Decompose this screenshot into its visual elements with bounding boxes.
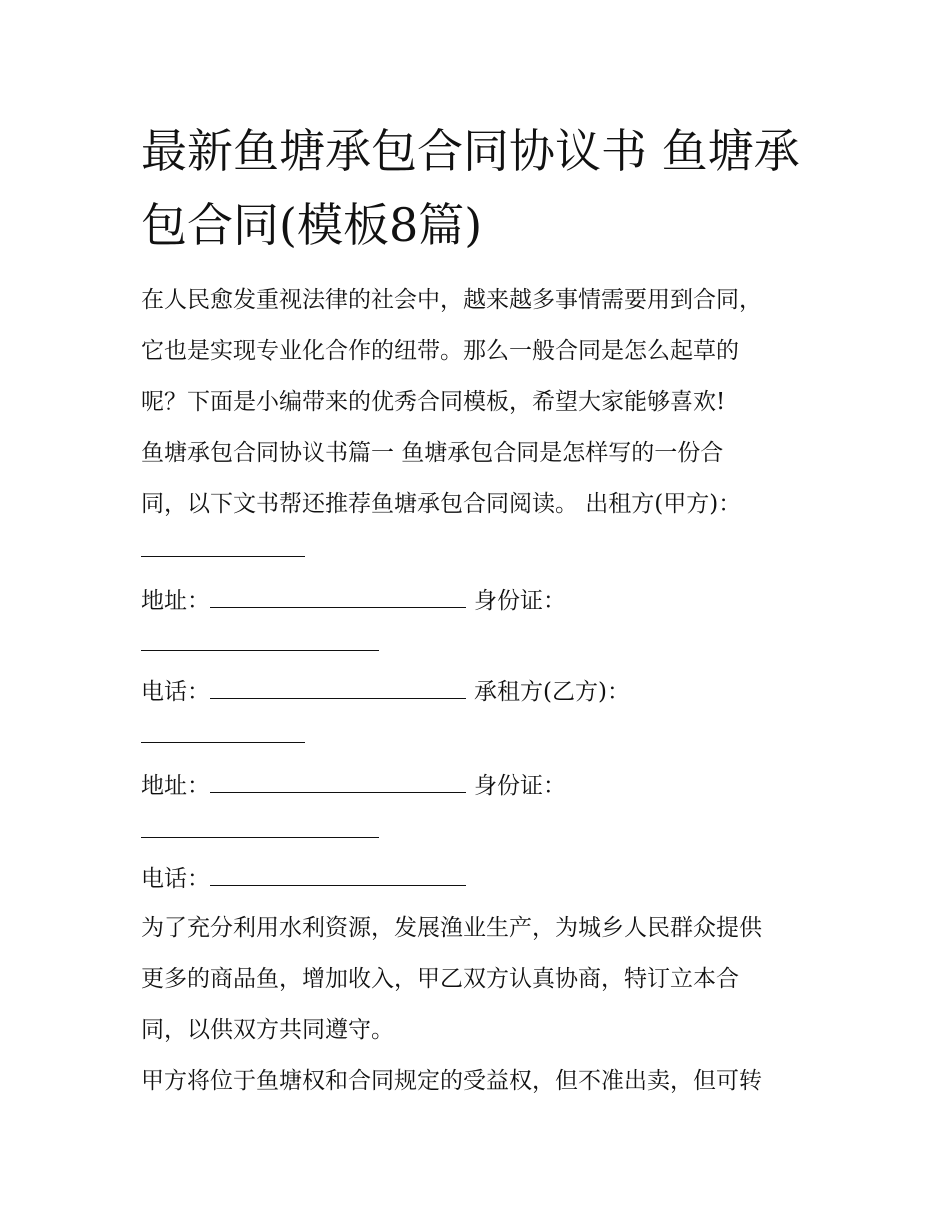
lessee-id-label: 身份证：	[474, 773, 566, 799]
lessee-phone-label: 电话：	[141, 866, 210, 892]
lessee-blank-row	[141, 720, 305, 751]
lessee-id-blank-row	[141, 815, 379, 846]
lessor-id-blank	[141, 628, 379, 651]
lessor-id-label: 身份证：	[474, 588, 566, 614]
body-line-4: 甲方将位于鱼塘权和合同规定的受益权，但不准出卖，但可转	[141, 1068, 762, 1094]
lessor-address-label: 地址：	[141, 588, 210, 614]
lessor-address-blank	[210, 585, 466, 608]
lessee-address-blank	[210, 770, 466, 793]
lessee-phone-row	[141, 863, 466, 894]
lessee-address-row	[141, 770, 566, 801]
lessee-name-blank	[141, 720, 305, 743]
intro-line-4: 鱼塘承包合同协议书篇一 鱼塘承包合同是怎样写的一份合	[141, 440, 724, 466]
document-title: 最新鱼塘承包合同协议书 鱼塘承包合同(模板8篇)	[141, 124, 800, 252]
lessee-id-blank	[141, 815, 379, 838]
intro-line-3: 呢？下面是小编带来的优秀合同模板，希望大家能够喜欢!	[141, 389, 726, 415]
intro-line-1: 在人民愈发重视法律的社会中，越来越多事情需要用到合同，	[141, 287, 762, 313]
lessor-id-blank-row	[141, 628, 379, 659]
lessee-phone-blank	[210, 863, 466, 886]
lessor-phone-label: 电话：	[141, 679, 210, 705]
lessee-address-label: 地址：	[141, 773, 210, 799]
body-line-2: 更多的商品鱼，增加收入，甲乙双方认真协商，特订立本合	[141, 966, 739, 992]
lessor-blank-row	[141, 534, 305, 565]
body-line-3: 同，以供双方共同遵守。	[141, 1017, 394, 1043]
lessor-name-blank	[141, 534, 305, 557]
intro-line-2: 它也是实现专业化合作的纽带。那么一般合同是怎么起草的	[141, 338, 739, 364]
lessor-address-row	[141, 585, 566, 616]
body-line-1: 为了充分利用水利资源，发展渔业生产，为城乡人民群众提供	[141, 915, 762, 941]
intro-line-5: 同，以下文书帮还推荐鱼塘承包合同阅读。 出租方(甲方)：	[141, 491, 742, 517]
lessor-phone-row	[141, 676, 630, 707]
lessee-label: 承租方(乙方)：	[474, 679, 630, 705]
lessor-phone-blank	[210, 676, 466, 699]
